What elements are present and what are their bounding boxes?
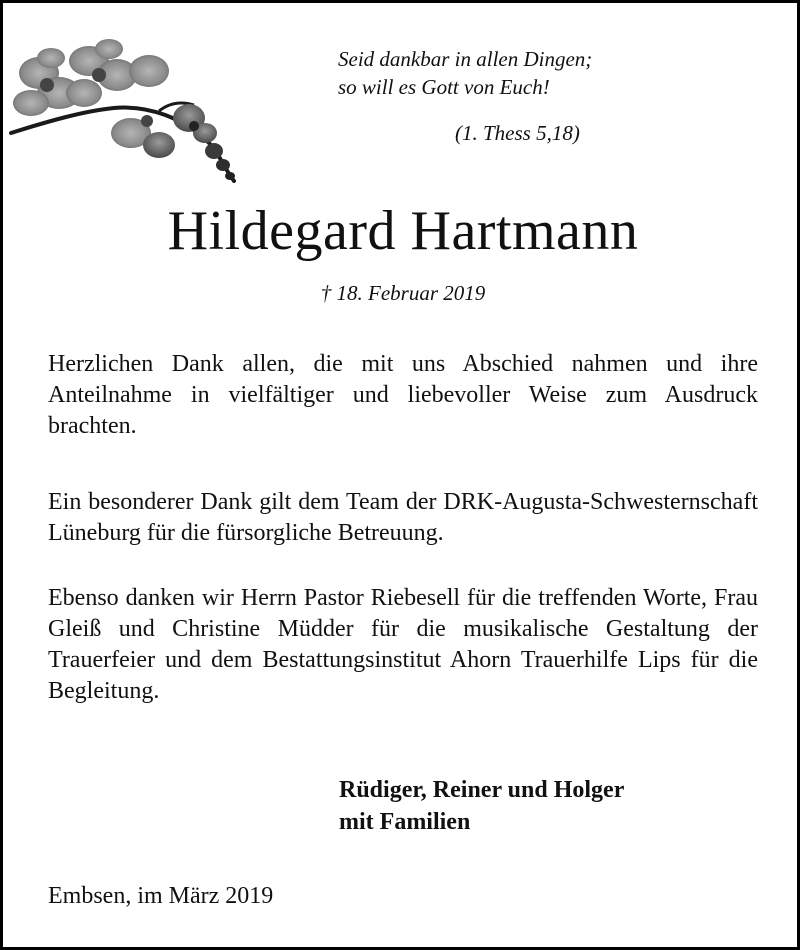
bible-verse xyxy=(338,45,592,101)
place-and-date: Embsen, im März 2019 xyxy=(48,883,274,909)
signature-line-1: Rüdiger, Reiner und Holger xyxy=(339,777,625,803)
deceased-name: Hildegard Hartmann xyxy=(167,200,639,262)
verse-reference: (1. Thess 5,18) xyxy=(455,121,580,145)
thanks-paragraph-1: Herzlichen Dank allen, die mit uns Abschied nahmen und ihre Anteilnahme in vielfältiger und liebevoller Weise zum Ausdruck brachten. xyxy=(48,351,758,439)
verse-line-1: Seid dankbar in allen Dingen; xyxy=(338,47,593,71)
thanks-paragraph-3: Ebenso danken wir Herrn Pastor Riebesell für die treffenden Worte, Frau Gleiß und Christine Müdder für die musikalische Gestaltung der Trauerfeier und dem Bestattungsinstitut Ahorn Trauerhilfe Lips für die Begleitung. xyxy=(48,585,758,704)
death-date: † 18. Februar 2019 xyxy=(320,281,486,305)
signature-block xyxy=(339,774,624,838)
orchid-image xyxy=(9,33,249,183)
verse-line-2: so will es Gott von Euch! xyxy=(338,75,550,99)
thanks-paragraph-2: Ein besonderer Dank gilt dem Team der DRK-Augusta-Schwesternschaft Lüneburg für die fürsorgliche Betreuung. xyxy=(48,489,758,546)
signature-line-2: mit Familien xyxy=(339,809,471,835)
